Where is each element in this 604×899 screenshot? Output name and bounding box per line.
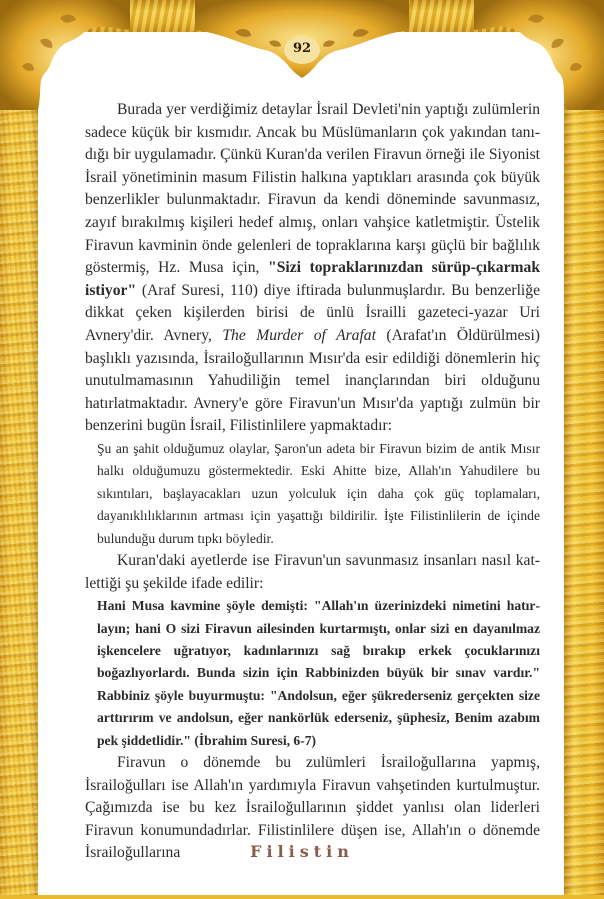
page-number: 92 <box>292 41 312 56</box>
ornament-corner-top-right-icon <box>474 0 604 110</box>
running-footer-book-title: Filistin <box>250 842 354 861</box>
ornate-frame-left <box>0 0 38 899</box>
ornament-corner-top-left-icon <box>0 0 130 110</box>
ornate-frame-right <box>564 0 604 899</box>
bold-verse-quote: "Sizi topraklarınızdan sürüp-çıkarmak istiyor" <box>85 259 540 299</box>
block-quote-verse: Hani Musa kavmine şöyle demişti: "Allah'ın üzerinizdeki nimetini hatırlayın; hani O sizi Firavun ailesinden kurtarmıştı, onlar sizi en dayanılmaz işkencelere uğratıyor, kadınlarınızı sağ bırakıp erkek çocuklarınızı boğazlıyorlardı. Bunda sizin için Rabbinizden büyük bir sınav vardır." Rabbiniz şöyle buyurmuştu: "Andolsun, eğer şükrederseniz gerçekten size arttırırım ve andolsun, eğer nankörlük ederseniz, şüphesiz, Benim azabım pek şiddetlidir." (İbrahim Suresi, 6-7) <box>97 598 540 748</box>
paragraph-3: Firavun o dönemde bu zulümleri İsrailoğullarına yapmış, İsrailoğulları ise Allah'ın yardımıyla Firavun vahşetinden kurtulmuştur. Çağımızda ise bu kez İsrailoğullarının şiddet yanlısı olan liderleri Firavun konumundadırlar. Filistinlilere düşen ise, Allah'ın o dönemde İsrailoğullarına <box>85 753 540 862</box>
page-body <box>85 99 540 865</box>
ornament-medallion-icon <box>195 0 409 78</box>
paragraph-1: Burada yer verdiğimiz detaylar İsrail Devleti'nin yaptığı zulümlerin sadece küçük bir kısmıdır. Ancak bu Müslümanların çok yakından tanıdığı bir uygulamadır. Çünkü Kuran'da verilen Firavun örneği ile Siyonist İsrail yönetiminin masum Filistin halkına yaptıkları arasında çok büyük benzerlikler bulunmaktadır. Firavun da kendi döneminde savunmasız, zayıf bırakılmış kişileri hedef almış, onları vahşice katletmiştir. Üstelik Firavun kavminin önde gelenleri de topraklarına karşı güçlü bir bağlılık göstermiş, Hz. Musa için, "Sizi topraklarınızdan sürüp-çıkarmak istiyor" (Araf Suresi, 110) diye iftirada bulunmuşlardır. Bu benzerliğe dikkat çeken kişilerden birisi de ünlü İsrailli gazeteci-yazar Uri Avnery'dir. Avnery, The Murder of Arafat (Arafat'ın Öldürülmesi) başlıklı yazısında, İsrailoğullarının Mısır'da esir edildiği dönemlerin hiç unutulmamasının Yahudiliğin temel inançlarından biri olduğunu hatırlatmaktadır. Avnery'e göre Firavun'un Mısır'da yaptığı zulmün bir benzerini bugün İsrail, Filistinlilere yapmaktadır: <box>85 101 540 435</box>
ornate-frame-bottom <box>0 895 604 899</box>
paragraph-2: Kuran'daki ayetlerde ise Firavun'un savunmasız insanları nasıl katlettiği şu şekilde ifade edilir: <box>85 551 540 592</box>
italic-article-title: The Murder of Arafat <box>222 326 376 344</box>
block-quote-avnery: Şu an şahit olduğumuz olaylar, Şaron'un adeta bir Firavun bizim de antik Mısır halkı olduğumuzu göstermektedir. Eski Ahitte bize, Allah'ın Yahudilere bu sıkıntıları, başlayacakları uzun yolculuk için daha çok güç toplamaları, dayanıklılıklarının artması için yaşattığı bildirilir. İşte Filistinlilerin de içinde bulunduğu durum tıpkı böyledir. <box>97 440 540 546</box>
